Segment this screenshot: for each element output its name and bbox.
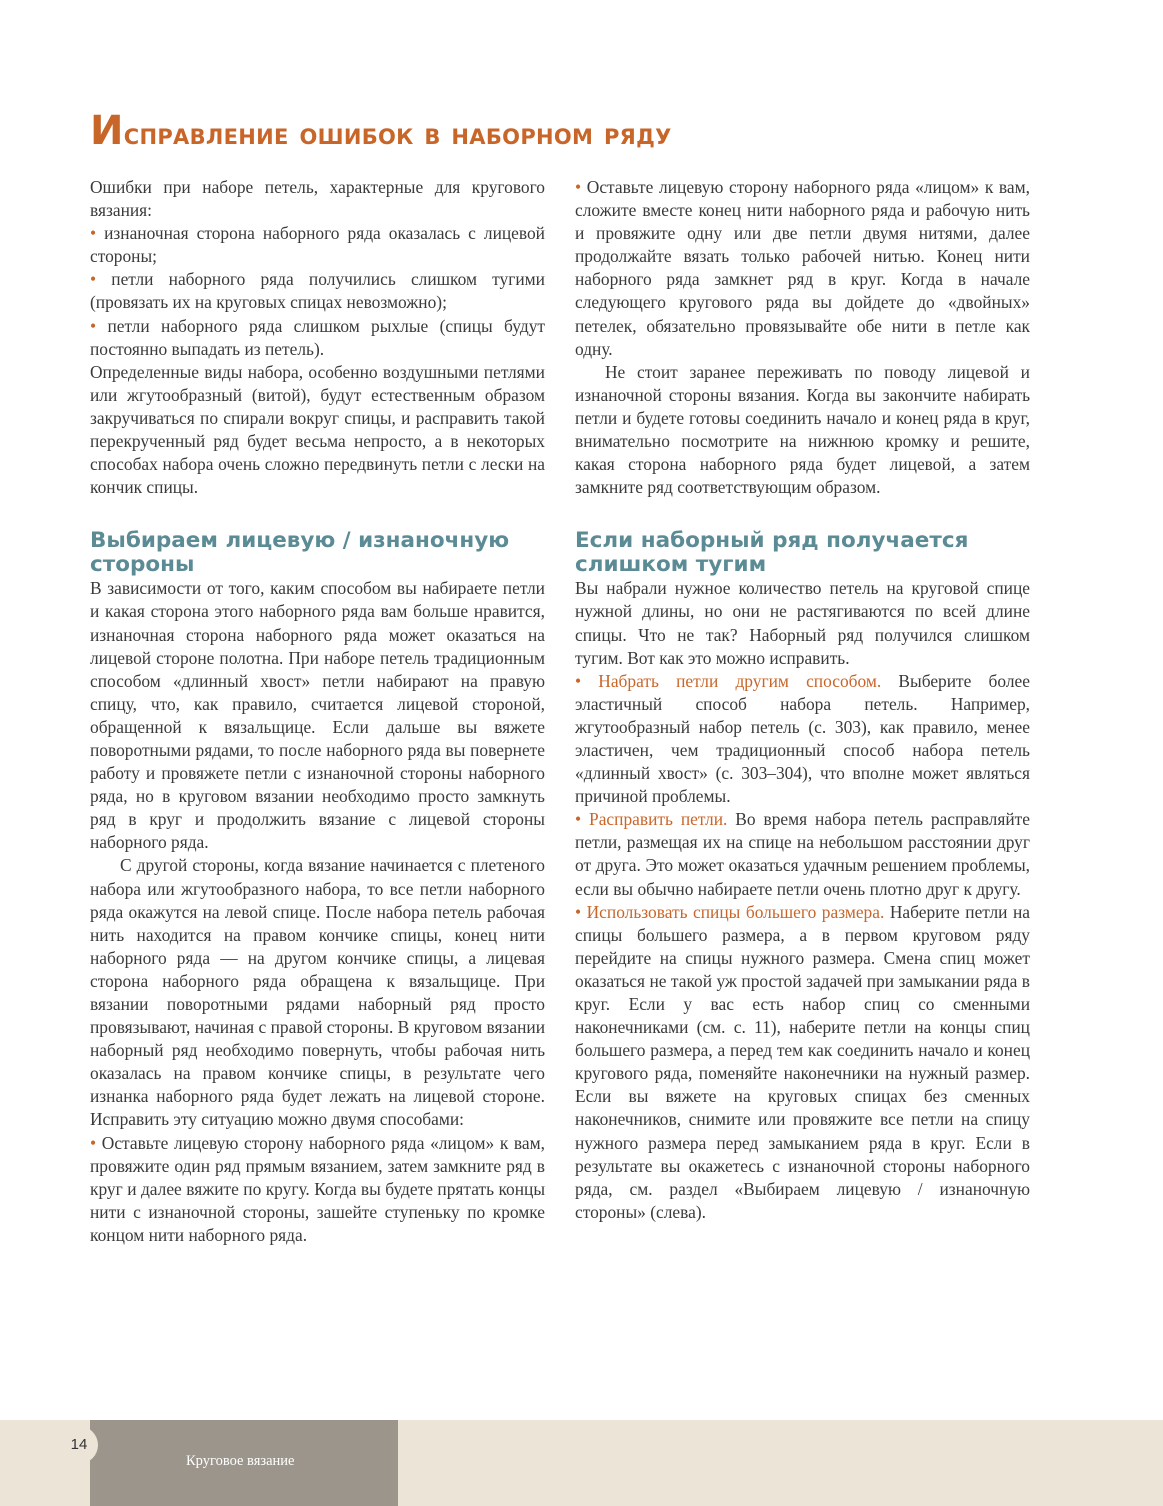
list-item — [575, 670, 1030, 809]
intro-text: Ошибки при наборе петель, характерные для кругового вязания: — [90, 177, 545, 221]
list-item-text: Оставьте лицевую сторону наборного ряда «лицом» к вам, провяжите один ряд прямым вязанием, затем замкните ряд в круг и далее вяжите по кругу. Когда вы будете прятать концы нити с изнаночной стороны, зашейте ступеньку по кромке концом нити наборного ряда. — [90, 1132, 545, 1245]
page-title — [90, 108, 1090, 154]
list-item-text: петли наборного ряда получились слишком тугими (провязать их на круговых спицах невозможно); — [90, 269, 545, 313]
left-column — [90, 176, 545, 1247]
right-column — [575, 176, 1030, 1224]
section-heading-tight: Если наборный ряд получается слишком тугим — [575, 528, 969, 578]
bullet-icon: • — [90, 315, 97, 336]
list-item-text: Выберите более эластичный способ набора петель. Например, жгутообразный набор петель (с. 303), как правило, менее эластичен, чем традиционный способ набора петель «длинный хвост» (с. 303–304), что вполне может являться причиной проблемы. — [575, 670, 1030, 807]
list-item-lead: Расправить петли. — [589, 809, 728, 830]
bullet-icon: • — [575, 177, 582, 197]
bullet-icon: • — [575, 809, 582, 830]
footer-section-label: Круговое вязание — [186, 1453, 295, 1469]
list-item — [575, 901, 1030, 1224]
list-item — [90, 222, 545, 268]
bullet-icon: • — [575, 901, 582, 922]
list-item-lead: Набрать петли другим способом. — [598, 670, 882, 691]
page-number: 14 — [60, 1426, 98, 1464]
list-item-text: Оставьте лицевую сторону наборного ряда «лицом» к вам, сложите вместе конец нити наборного ряда и рабочую нить и провяжите одну или две петли двумя нитями, далее продолжайте вязать только рабочей нитью. Конец нити наборного ряда замкнет ряд в круг. Когда в начале следующего кругового ряда вы дойдете до «двойных» петелек, обязательно провязывайте обе нити в петле как одну. — [575, 177, 1030, 359]
paragraph: В зависимости от того, каким способом вы набираете петли и какая сторона этого наборного ряда вам больше нравится, изнаночная сторона наборного ряда может оказаться на лицевой стороне полотна. При наборе петель традиционным способом «длинный хвост» петли набирают на правую спицу, что, как правило, считается лицевой стороной, обращенной к вязальщице. Если дальше вы вяжете поворотными рядами, то после наборного ряда вы повернете работу и провяжете петли с изнаночной стороны наборного ряда, но в круговом вязании необходимо просто замкнуть ряд в круг и продолжить вязание с лицевой стороны наборного ряда. — [90, 578, 545, 853]
list-item-lead: Использовать спицы большего размера. — [586, 901, 885, 922]
section-heading-sides: Выбираем лицевую / изнаночную стороны — [90, 528, 510, 578]
list-item-text: Наберите петли на спицы большего размера, а в первом круговом ряду перейдите на спицы нужного размера. Смена спиц может оказаться не такой уж простой задачей при замыкании ряда в круг. Если у вас есть набор спиц со сменными наконечниками (см. с. 11), наберите петли на концы спиц большего размера, а перед тем как соединить начало и конец кругового ряда, поменяйте наконечники на нужный размер. Если вы вяжете на круговых спицах без сменных наконечников, снимите или провяжите все петли на спицу нужного размера перед замыканием ряда в круг. Если в результате вы окажетесь с изнаночной стороны наборного ряда, см. раздел «Выбираем лицевую / изнаночную стороны» (слева). — [575, 901, 1030, 1222]
list-item — [90, 315, 545, 361]
title-initial: И — [90, 108, 124, 154]
list-item-text: петли наборного ряда слишком рыхлые (спицы будут постоянно выпадать из петель). — [90, 315, 545, 359]
list-item — [575, 176, 1030, 361]
bullet-icon: • — [90, 223, 97, 244]
bullet-icon: • — [575, 670, 582, 691]
bullet-icon: • — [90, 269, 97, 290]
title-rest: справление ошибок в наборном ряду — [123, 117, 672, 152]
bullet-icon: • — [90, 1132, 97, 1153]
paragraph: Вы набрали нужное количество петель на круговой спице нужной длины, но они не растягиваются по всей длине спицы. Что не так? Наборный ряд получился слишком тугим. Вот как это можно исправить. — [575, 578, 1030, 668]
list-item — [575, 808, 1030, 900]
paragraph: С другой стороны, когда вязание начинается с плетеного набора или жгутообразного набора, то все петли наборного ряда окажутся на левой спице. После набора петель рабочая нить находится на правом кончике спицы, конец нити наборного ряда — на другом кончике спицы, а лицевая сторона наборного ряда обращена к вязальщице. При вязании поворотными рядами наборный ряд просто провязывают, начиная с правой стороны. В круговом вязании наборный ряд необходимо повернуть, чтобы рабочая нить оказалась на правом кончике спицы, в результате чего изнанка наборного ряда будет лежать на лицевой стороне. Исправить эту ситуацию можно двумя способами: — [90, 855, 545, 1130]
list-item-text: изнаночная сторона наборного ряда оказалась с лицевой стороны; — [90, 223, 545, 267]
list-item-text: Во время набора петель расправляйте петли, размещая их на спице на небольшом расстоянии друг от друга. Это может оказаться удачным решением проблемы, если вы обычно набираете петли очень плотно друг к другу. — [575, 809, 1030, 899]
paragraph: Не стоит заранее переживать по поводу лицевой и изнаночной стороны вязания. Когда вы закончите набирать петли и будете готовы соединить начало и конец ряда в круг, внимательно посмотрите на нижнюю кромку и решите, какая сторона наборного ряда будет лицевой, а затем замкните ряд соответствующим образом. — [575, 361, 1030, 498]
list-item — [90, 268, 545, 314]
list-item — [90, 1132, 545, 1247]
paragraph: Определенные виды набора, особенно воздушными петлями или жгутообразный (витой), будут естественным образом закручиваться по спирали вокруг спицы, и расправить такой перекрученный ряд будет весьма непросто, а в некоторых способах набора очень сложно передвинуть петли с лески на кончик спицы. — [90, 361, 545, 498]
